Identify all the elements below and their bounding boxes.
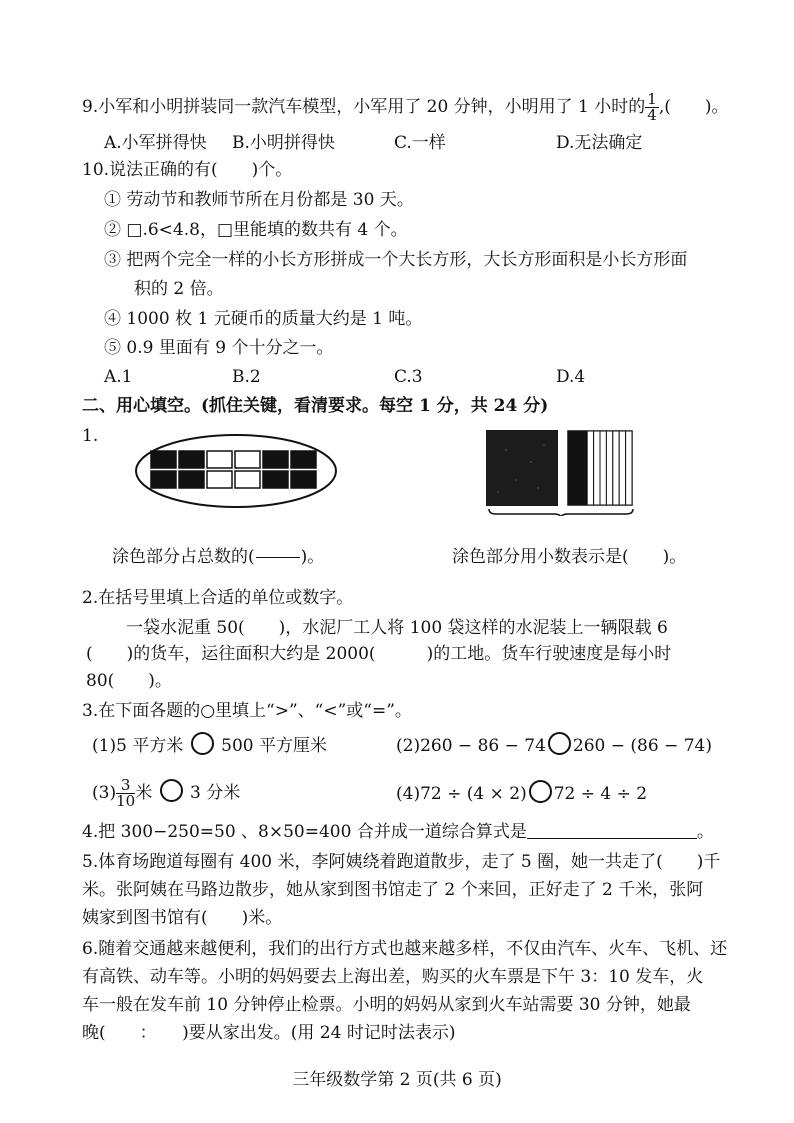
q3-p4-left: (4)72 ÷ (4 × 2) [396, 784, 527, 804]
grid-cell-empty [235, 471, 260, 488]
q3-part-1 [92, 732, 327, 758]
q3-p1-right: 500 平方厘米 [221, 736, 327, 756]
tenth-strip-empty [606, 431, 612, 505]
q4-text: 4.把 300−250=50 、8×50=400 合并成一道综合算式是 [82, 822, 527, 842]
q3-title: 3.在下面各题的○里填上“>”、“<”或“=”。 [82, 701, 412, 721]
tenth-strip-empty [613, 431, 619, 505]
q9-stem [82, 92, 729, 123]
grid-cell-empty [207, 451, 232, 468]
q3-p3-right: 3 分米 [190, 783, 241, 803]
q3-p2-right: 260 − (86 − 74) [572, 736, 712, 756]
q6-line-2: 有高铁、动车等。小明的妈妈要去上海出差，购买的火车票是下午 3：10 发车，火 [82, 967, 704, 987]
grid-cell-shaded [263, 451, 288, 468]
grid-cell-empty [207, 471, 232, 488]
q10-option-a: A.1 [104, 367, 133, 387]
q3-p3-den: 10 [116, 792, 136, 810]
q10-option-b: B.2 [232, 367, 261, 387]
tenth-strip-empty [619, 431, 625, 505]
q1-oval-grid-figure [134, 433, 339, 509]
tenth-strip-shaded [568, 431, 574, 505]
fraction-answer-blank[interactable] [256, 557, 300, 558]
grid-cell-empty [235, 451, 260, 468]
grid-cell-shaded [151, 451, 176, 468]
q9-frac-den: 4 [647, 106, 657, 124]
q10-option-d: D.4 [556, 367, 586, 387]
compare-circle[interactable] [191, 732, 214, 755]
q5-line-3: 姨家到图书馆有( )米。 [82, 908, 283, 928]
q3-p3-num: 3 [116, 778, 135, 794]
q9-option-d: D.无法确定 [556, 133, 643, 153]
q9-text: 9.小军和小明拼装同一款汽车模型，小军用了 20 分钟，小明用了 1 小时的 [82, 97, 646, 117]
q3-part-2 [396, 732, 712, 758]
grid-cell-shaded [263, 471, 288, 488]
q4 [82, 820, 714, 844]
q6-line-1: 6.随着交通越来越便利，我们的出行方式也越来越多样，不仅由汽车、火车、飞机、还 [82, 939, 728, 959]
q3-part-4 [396, 780, 647, 806]
q10-item-2: ② □.6<4.8，□里能填的数共有 4 个。 [104, 220, 408, 240]
q5-line-1: 5.体育场跑道每圈有 400 米，李阿姨绕着跑道散步，走了 5 圈，她一共走了( )千 [82, 852, 721, 872]
section-2-heading: 二、用心填空。(抓住关键，看清要求。每空 1 分，共 24 分) [82, 396, 549, 416]
q9-option-b: B.小明拼得快 [232, 133, 335, 153]
grid-cell-shaded [291, 471, 316, 488]
q2-line-3: 80( )。 [86, 671, 172, 691]
q9-option-a: A.小军拼得快 [104, 133, 207, 153]
grid-cell-shaded [179, 451, 204, 468]
q1-right-caption: 涂色部分用小数表示是( )。 [452, 547, 687, 567]
brace [489, 509, 633, 516]
tenth-strip-empty [626, 431, 632, 505]
tenth-strip-shaded [574, 431, 580, 505]
q9-option-c: C.一样 [394, 133, 446, 153]
q2-title: 2.在括号里填上合适的单位或数字。 [82, 588, 354, 608]
q10-item-3: ③ 把两个完全一样的小长方形拼成一个大长方形，大长方形面积是小长方形面 [104, 250, 688, 270]
q3-p3-label: (3) [92, 783, 117, 803]
q2-line-2: ( )的货车，运往面积大约是 2000( )的工地。货车行驶速度是每小时 [86, 644, 672, 664]
tenth-strip-shaded [581, 431, 587, 505]
q4-end: 。 [696, 822, 714, 842]
q10-stem: 10.说法正确的有( )个。 [82, 160, 293, 180]
q1-decimal-figure [486, 430, 638, 516]
tenth-strip-empty [587, 431, 593, 505]
q10-item-5: ⑤ 0.9 里面有 9 个十分之一。 [104, 338, 334, 358]
q9-fraction [645, 92, 659, 123]
q1-left-caption-a: 涂色部分占总数的( [112, 547, 255, 567]
q10-option-c: C.3 [394, 367, 423, 387]
q3-p2-left: (2)260 − 86 − 74 [396, 736, 546, 756]
tenth-strip-empty [600, 431, 606, 505]
q5-line-2: 米。张阿姨在马路边散步，她从家到图书馆走了 2 个来回，正好走了 2 千米，张阿 [82, 880, 704, 900]
page-footer: 三年级数学第 2 页(共 6 页) [292, 1070, 502, 1090]
q6-line-4: 晚( ： )要从家出发。(用 24 时记时法表示) [82, 1023, 456, 1043]
grid-cell-shaded [291, 451, 316, 468]
q6-line-3: 车一般在发车前 10 分钟停止检票。小明的妈妈从家到火车站需要 30 分钟，她最 [82, 995, 691, 1015]
q10-item-3-cont: 积的 2 倍。 [134, 279, 224, 299]
compare-circle[interactable] [548, 732, 571, 755]
q2-line-1: 一袋水泥重 50( )，水泥厂工人将 100 袋这样的水泥装上一辆限载 6 [126, 618, 668, 638]
q3-p1-left: (1)5 平方米 [92, 736, 184, 756]
q4-answer-blank[interactable] [527, 820, 697, 839]
q3-p3-unit: 米 [135, 783, 153, 803]
q9-tail: ,( )。 [658, 97, 729, 117]
grid-cell-shaded [179, 471, 204, 488]
q1-left-caption [112, 545, 324, 569]
tenth-strip-empty [594, 431, 600, 505]
q3-part-3 [92, 776, 240, 810]
q1-left-caption-b: )。 [300, 547, 325, 567]
q3-p4-right: 72 ÷ 4 ÷ 2 [553, 784, 648, 804]
q9-frac-num: 1 [647, 90, 657, 108]
q3-p3-fraction [116, 778, 135, 809]
grid-cell-shaded [151, 471, 176, 488]
compare-circle[interactable] [529, 780, 552, 803]
full-square-shaded [486, 430, 558, 506]
q1-number: 1. [82, 426, 99, 446]
compare-circle[interactable] [160, 779, 183, 802]
q10-item-1: ① 劳动节和教师节所在月份都是 30 天。 [104, 190, 414, 210]
q10-item-4: ④ 1000 枚 1 元硬币的质量大约是 1 吨。 [104, 309, 423, 329]
